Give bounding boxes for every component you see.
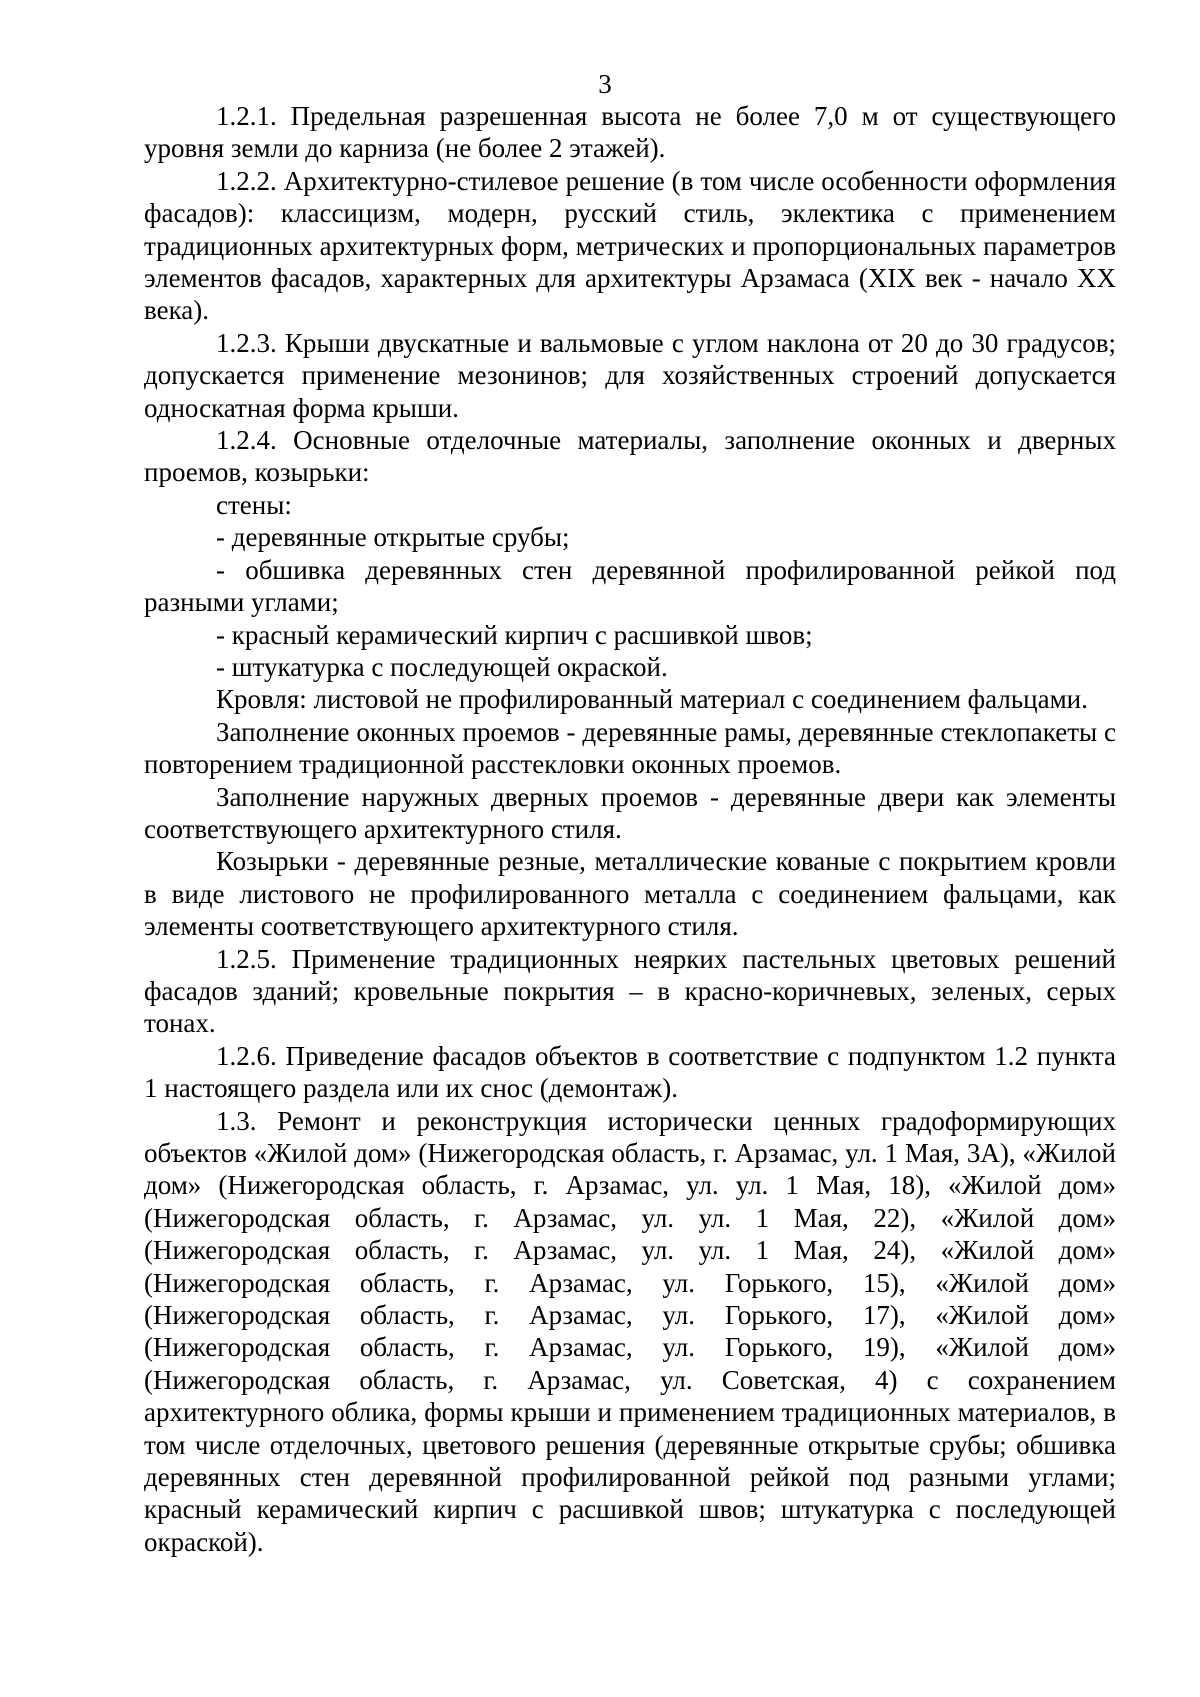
canopies-paragraph: Козырьки - деревянные резные, металлические кованые с покрытием кровли в виде листового не профилированного металла с соединением фальцами, как элементы соответствующего архитектурного стиля. bbox=[144, 846, 1116, 942]
walls-item-plaster: - штукатурка с последующей окраской. bbox=[216, 651, 668, 682]
document-body bbox=[144, 100, 1116, 1558]
clause-1-2-2: 1.2.2. Архитектурно-стилевое решение (в том числе особенности оформления фасадов): классицизм, модерн, русский стиль, эклектика с применением традиционных архитектурных форм, метрических и пропорциональных параметров элементов фасадов, характерных для архитектуры Арзамаса (XIX век - начало XX века). bbox=[144, 165, 1116, 326]
clause-1-2-1: 1.2.1. Предельная разрешенная высота не более 7,0 м от существующего уровня земли до карниза (не более 2 этажей). bbox=[144, 101, 1116, 164]
walls-item-cladding: - обшивка деревянных стен деревянной профилированной рейкой под разными углами; bbox=[144, 554, 1116, 618]
clause-1-2-3: 1.2.3. Крыши двускатные и вальмовые с углом наклона от 20 до 30 градусов; допускается применение мезонинов; для хозяйственных строений допускается односкатная форма крыши. bbox=[144, 327, 1116, 423]
roofing-paragraph: Кровля: листовой не профилированный материал с соединением фальцами. bbox=[216, 684, 1088, 715]
doors-paragraph: Заполнение наружных дверных проемов - деревянные двери как элементы соответствующего архитектурного стиля. bbox=[144, 781, 1116, 844]
clause-1-2-4: 1.2.4. Основные отделочные материалы, заполнение оконных и дверных проемов, козырьки: bbox=[144, 425, 1116, 488]
clause-1-2-5: 1.2.5. Применение традиционных неярких пастельных цветовых решений фасадов зданий; кровельные покрытия – в красно-коричневых, зеленых, серых тонах. bbox=[144, 943, 1116, 1039]
walls-item-log: - деревянные открытые срубы; bbox=[216, 522, 570, 553]
windows-paragraph: Заполнение оконных проемов - деревянные рамы, деревянные стеклопакеты с повторением традиционной расстекловки оконных проемов. bbox=[144, 716, 1116, 780]
page-number: 3 bbox=[598, 69, 612, 99]
clause-1-3: 1.3. Ремонт и реконструкция исторически ценных градоформирующих объектов «Жилой дом» (Нижегородская область, г. Арзамас, ул. 1 Мая, 3А), «Жилой дом» (Нижегородская область, г. Арзамас, ул. ул. 1 Мая, 18), «Жилой дом» (Нижегородская область, г. Арзамас, ул. ул. 1 Мая, 22), «Жилой дом» (Нижегородская область, г. Арзамас, ул. ул. 1 Мая, 24), «Жилой дом» (Нижегородская область, г. Арзамас, ул. Горького, 15), «Жилой дом» (Нижегородская область, г. Арзамас, ул. Горького, 17), «Жилой дом» (Нижегородская область, г. Арзамас, ул. Горького, 19), «Жилой дом» (Нижегородская область, г. Арзамас, ул. Советская, 4) с сохранением архитектурного облика, формы крыши и применением традиционных материалов, в том числе отделочных, цветового решения (деревянные открытые срубы; обшивка деревянных стен деревянной профилированной рейкой под разными углами; красный керамический кирпич с расшивкой швов; штукатурка с последующей окраской). bbox=[144, 1105, 1116, 1557]
walls-item-brick: - красный керамический кирпич с расшивкой швов; bbox=[216, 619, 813, 650]
walls-heading: стены: bbox=[216, 489, 292, 520]
clause-1-2-6: 1.2.6. Приведение фасадов объектов в соответствие с подпунктом 1.2 пункта 1 настоящего раздела или их снос (демонтаж). bbox=[144, 1040, 1116, 1104]
